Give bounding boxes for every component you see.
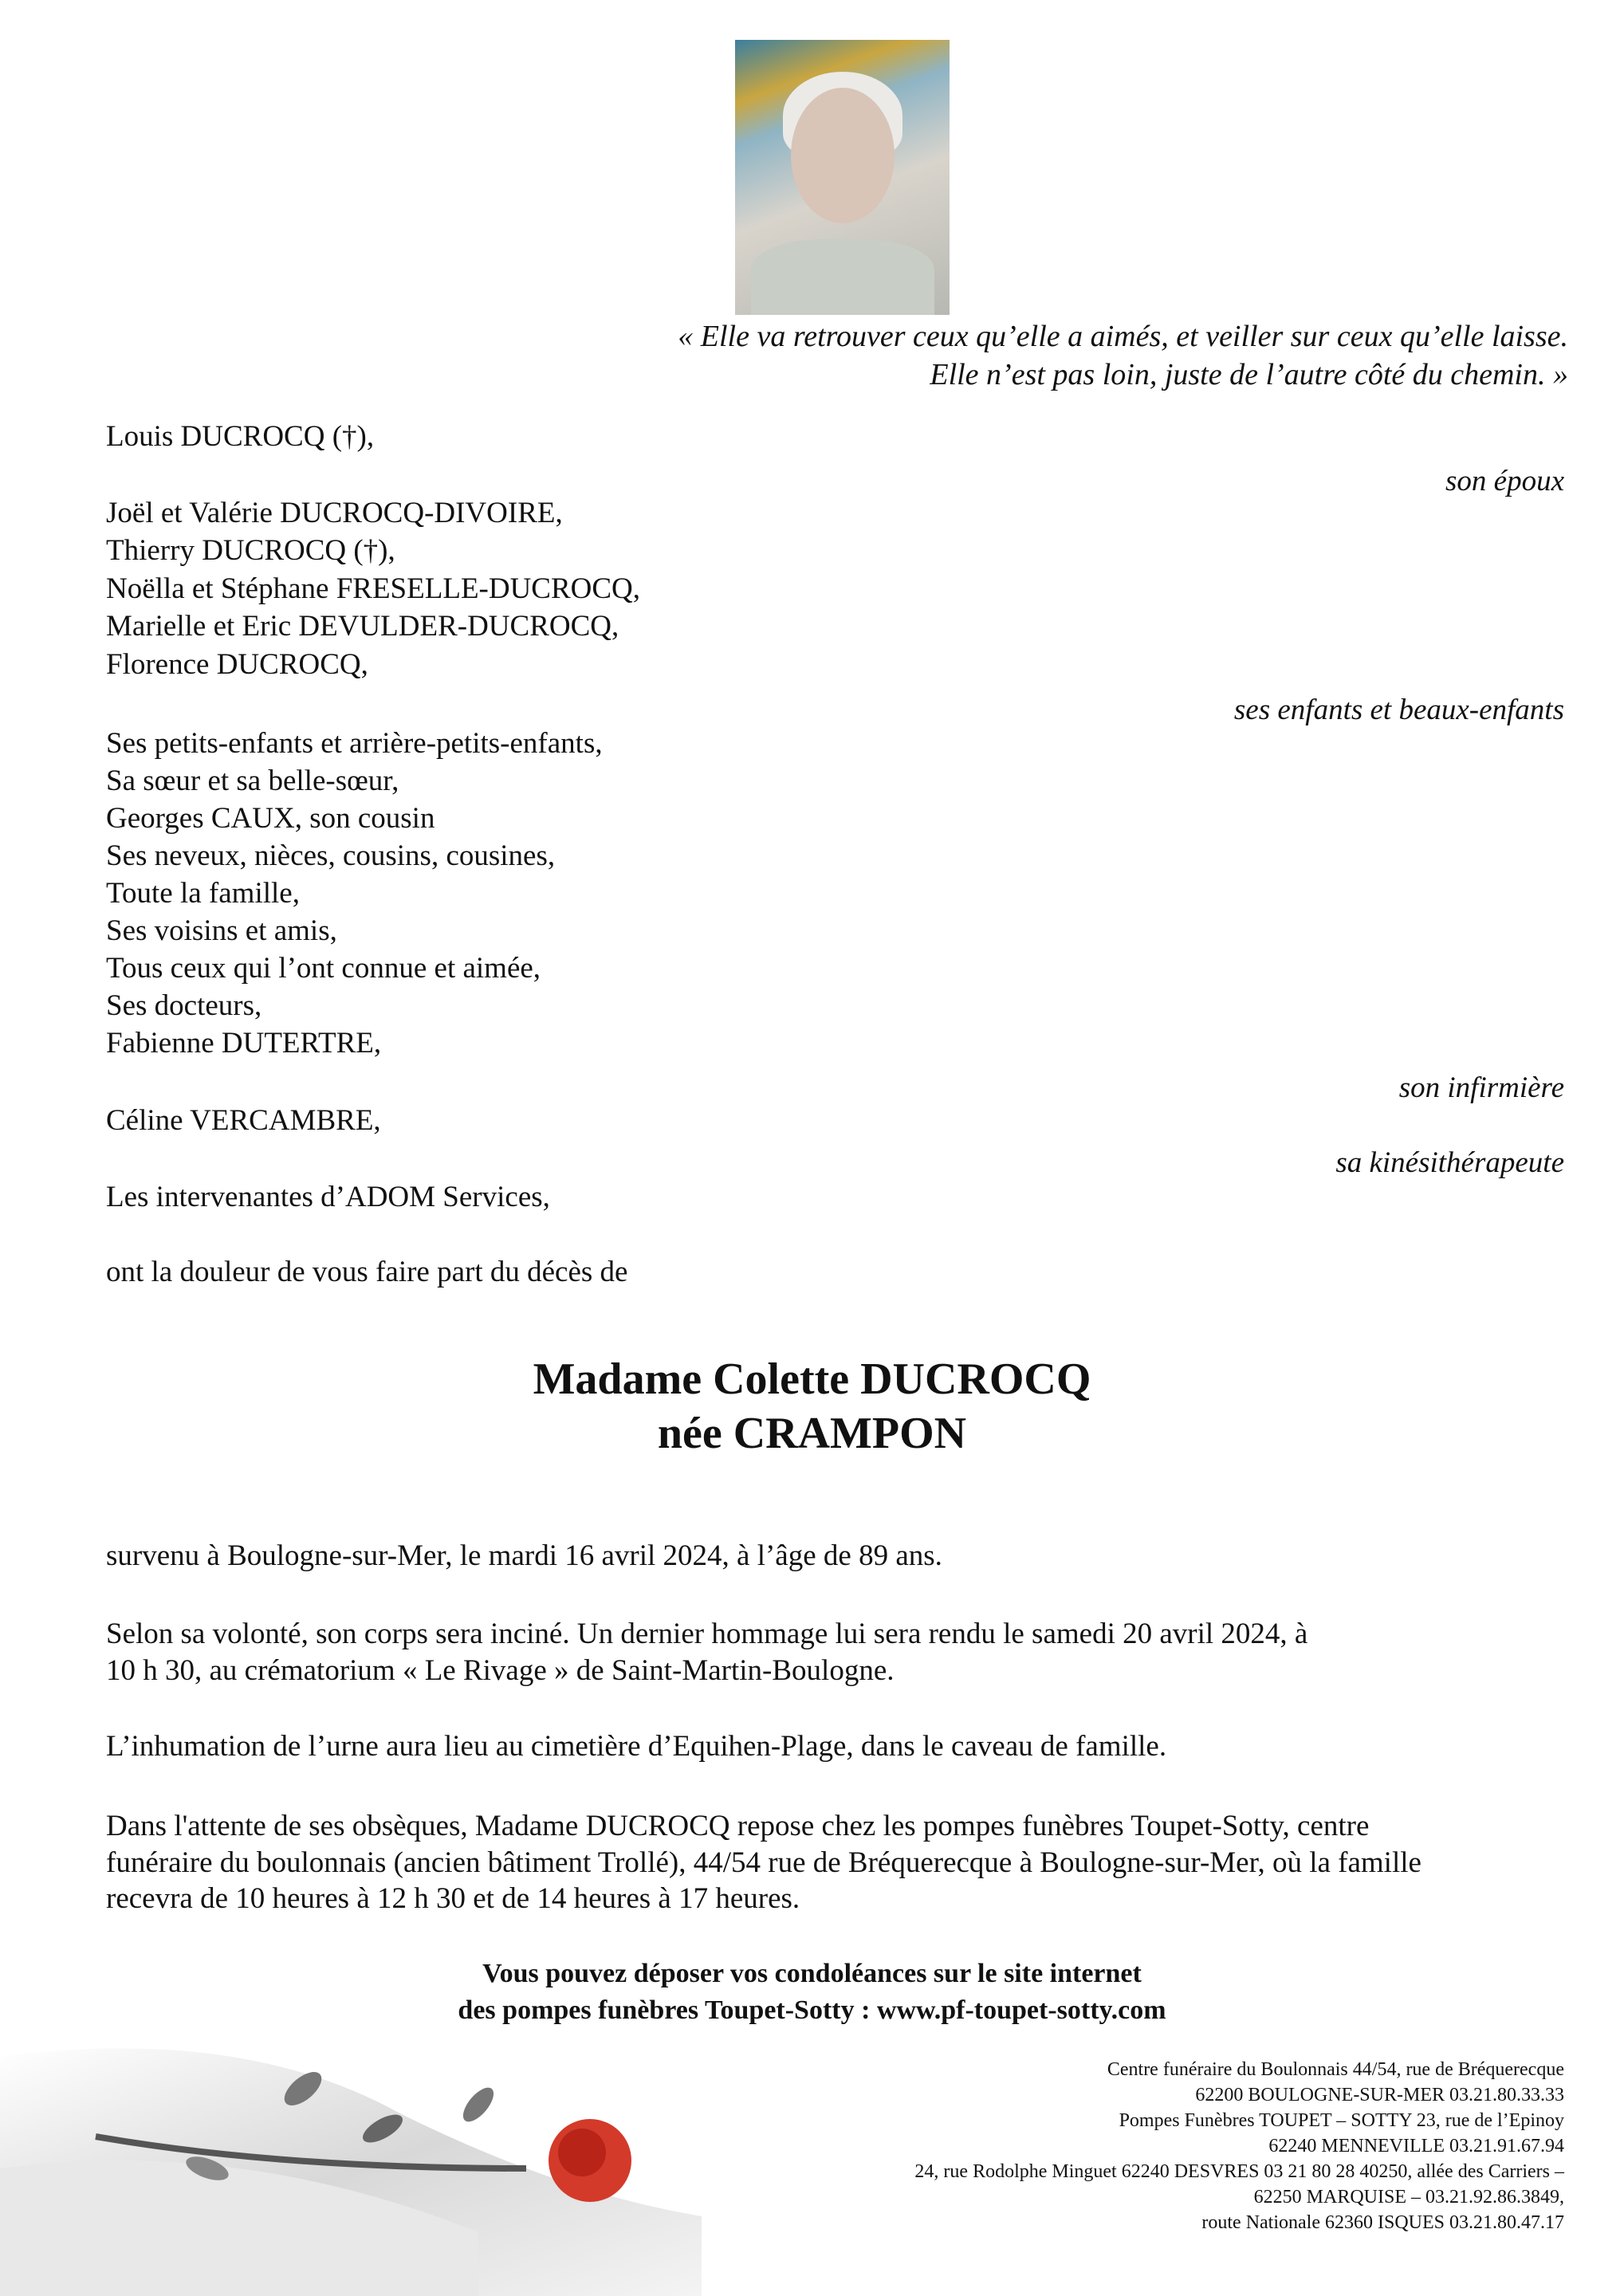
condolences-website[interactable]: des pompes funèbres Toupet-Sotty : www.pf-toupet-sotty.com: [458, 1995, 1166, 2025]
body-line: Dans l'attente de ses obsèques, Madame DUCROCQ repose chez les pompes funèbres Toupet-Sotty, centre: [106, 1810, 1370, 1842]
relative: Fabienne DUTERTRE,: [106, 1027, 382, 1060]
child: Joël et Valérie DUCROCQ-DIVOIRE,: [106, 497, 563, 529]
body-line: survenu à Boulogne-sur-Mer, le mardi 16 avril 2024, à l’âge de 89 ans.: [106, 1539, 942, 1572]
adom: Les intervenantes d’ADOM Services,: [106, 1181, 550, 1213]
children-role: ses enfants et beaux-enfants: [1233, 694, 1564, 726]
portrait-photo: [735, 40, 950, 315]
relative: Tous ceux qui l’ont connue et aimée,: [106, 952, 541, 985]
relative: Ses petits-enfants et arrière-petits-enfants,: [106, 727, 603, 760]
body-line: L’inhumation de l’urne aura lieu au cimetière d’Equihen-Plage, dans le caveau de famille.: [106, 1730, 1167, 1763]
address-line: 62240 MENNEVILLE 03.21.91.67.94: [1268, 2136, 1564, 2156]
nurse-role: son infirmière: [1398, 1071, 1564, 1104]
deceased-birth-name: née CRAMPON: [657, 1409, 967, 1458]
physio-role: sa kinésithérapeute: [1335, 1146, 1564, 1179]
body-line: recevra de 10 heures à 12 h 30 et de 14 heures à 17 heures.: [106, 1882, 800, 1915]
spouse: Louis DUCROCQ (†),: [106, 420, 375, 453]
condolences-line-1: Vous pouvez déposer vos condoléances sur le site internet: [482, 1959, 1142, 1988]
address-line: Pompes Funèbres TOUPET – SOTTY 23, rue de l’Epinoy: [1119, 2110, 1564, 2131]
deceased-name: Madame Colette DUCROCQ: [533, 1354, 1091, 1404]
announcement: ont la douleur de vous faire part du décès de: [106, 1256, 628, 1288]
body-line: Selon sa volonté, son corps sera inciné. Un dernier hommage lui sera rendu le samedi 20 avril 2024, à: [106, 1618, 1308, 1650]
address-line: 62200 BOULOGNE-SUR-MER 03.21.80.33.33: [1195, 2085, 1564, 2105]
address-line: 62250 MARQUISE – 03.21.92.86.3849,: [1253, 2187, 1564, 2208]
child: Noëlla et Stéphane FRESELLE-DUCROCQ,: [106, 572, 641, 605]
relative: Toute la famille,: [106, 877, 300, 910]
child: Thierry DUCROCQ (†),: [106, 534, 395, 567]
relative: Ses voisins et amis,: [106, 914, 337, 947]
child: Florence DUCROCQ,: [106, 648, 368, 681]
address-line: Centre funéraire du Boulonnais 44/54, rue de Bréquerecque: [1107, 2059, 1564, 2080]
address-line: 24, rue Rodolphe Minguet 62240 DESVRES 03 21 80 28 40250, allée des Carriers –: [914, 2161, 1564, 2182]
quote-line-2: Elle n’est pas loin, juste de l’autre côté du chemin. »: [930, 358, 1568, 391]
body-line: funéraire du boulonnais (ancien bâtiment Trollé), 44/54 rue de Bréquerecque à Boulogne-sur-Mer, où la famille: [106, 1846, 1421, 1879]
relative: Ses neveux, nièces, cousins, cousines,: [106, 839, 556, 872]
relative: Georges CAUX, son cousin: [106, 802, 435, 835]
physio: Céline VERCAMBRE,: [106, 1104, 381, 1137]
child: Marielle et Eric DEVULDER-DUCROCQ,: [106, 610, 619, 643]
body-line: 10 h 30, au crématorium « Le Rivage » de Saint-Martin-Boulogne.: [106, 1654, 895, 1687]
spouse-role: son époux: [1445, 465, 1564, 497]
relative: Ses docteurs,: [106, 989, 262, 1022]
address-line: route Nationale 62360 ISQUES 03.21.80.47.17: [1201, 2212, 1564, 2233]
relative: Sa sœur et sa belle-sœur,: [106, 765, 399, 797]
quote-line-1: « Elle va retrouver ceux qu’elle a aimés, et veiller sur ceux qu’elle laisse.: [678, 320, 1568, 353]
